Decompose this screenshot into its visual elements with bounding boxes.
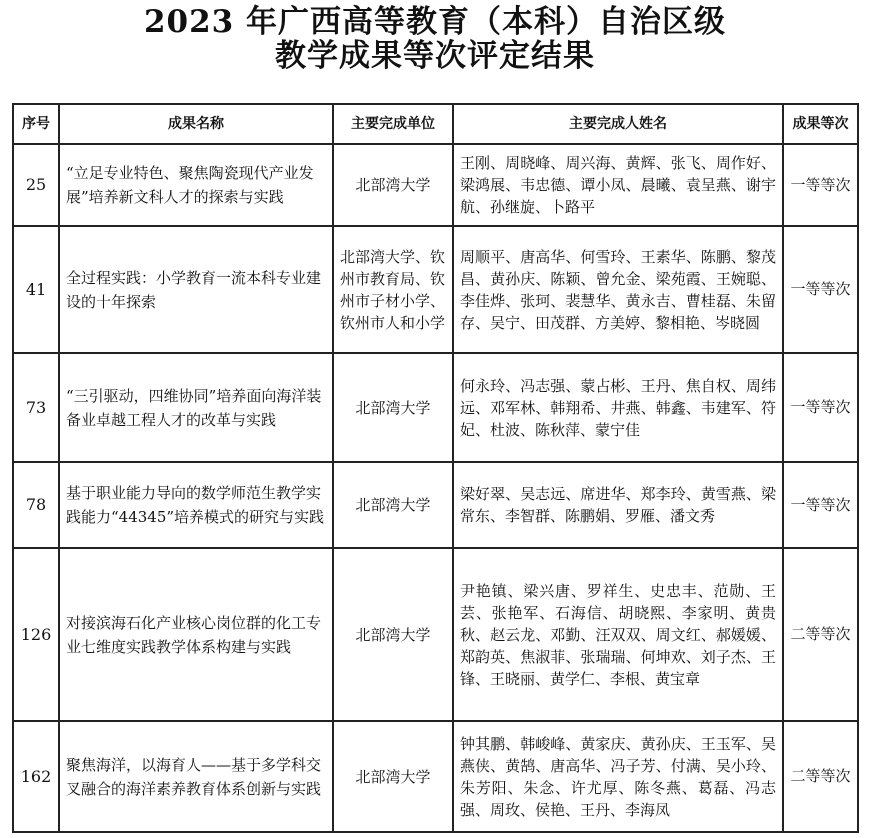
page-title-line-1: 2023 年广西高等教育（本科）自治区级	[143, 4, 727, 40]
row-name: 全过程实践：小学教育一流本科专业建设的十年探索	[59, 226, 333, 353]
header-unit: 主要完成单位	[333, 104, 453, 144]
table-row	[13, 721, 858, 832]
row-name: “三引驱动，四维协同”培养面向海洋装备业卓越工程人才的改革与实践	[59, 353, 333, 462]
row-name: 聚焦海洋，以海育人——基于多学科交叉融合的海洋素养教育体系创新与实践	[59, 721, 333, 832]
row-grade: 二等等次	[783, 548, 858, 721]
row-no: 25	[13, 144, 59, 226]
row-unit: 北部湾大学	[333, 353, 453, 462]
header-people: 主要完成人姓名	[453, 104, 783, 144]
table-row	[13, 144, 858, 226]
row-grade: 一等等次	[783, 144, 858, 226]
row-unit: 北部湾大学	[333, 144, 453, 226]
row-unit: 北部湾大学、钦州市教育局、钦州市子材小学、钦州市人和小学	[333, 226, 453, 353]
row-grade: 一等等次	[783, 462, 858, 548]
results-table	[12, 103, 859, 833]
row-people: 周顺平、唐高华、何雪玲、王素华、陈鹏、黎茂昌、黄孙庆、陈颖、曾允金、梁苑霞、王婉聪、李佳烨、张珂、裴慧华、黄永吉、曹桂磊、朱留存、吴宁、田茂群、方美婷、黎相艳、岑晓圆	[453, 226, 783, 353]
row-people: 钟其鹏、韩峻峰、黄家庆、黄孙庆、王玉军、吴燕侠、黄鹄、唐高华、冯子芳、付满、吴小玲、朱芳阳、朱念、许尤厚、陈冬燕、葛磊、冯志强、周玫、侯艳、王丹、李海凤	[453, 721, 783, 832]
row-grade: 一等等次	[783, 353, 858, 462]
table-row	[13, 353, 858, 462]
row-grade: 二等等次	[783, 721, 858, 832]
row-no: 162	[13, 721, 59, 832]
row-no: 78	[13, 462, 59, 548]
row-unit: 北部湾大学	[333, 548, 453, 721]
header-grade: 成果等次	[783, 104, 858, 144]
row-unit: 北部湾大学	[333, 721, 453, 832]
row-people: 尹艳镇、梁兴唐、罗祥生、史忠丰、范勋、王芸、张艳军、石海信、胡晓熙、李家明、黄贵秋、赵云龙、邓勤、汪双双、周文红、郝媛媛、郑韵英、焦淑菲、张瑞瑞、何坤欢、刘子杰、王锋、王晓丽、黄学仁、李根、黄宝章	[453, 548, 783, 721]
row-people: 王刚、周晓峰、周兴海、黄辉、张飞、周作好、梁鸿展、韦忠德、谭小凤、晨曦、袁呈燕、谢宇航、孙继旋、卜路平	[453, 144, 783, 226]
row-no: 126	[13, 548, 59, 721]
table-row	[13, 462, 858, 548]
row-people: 梁好翠、吴志远、席进华、郑李玲、黄雪燕、梁常东、李智群、陈鹏娟、罗雁、潘文秀	[453, 462, 783, 548]
table-row	[13, 548, 858, 721]
row-name: 基于职业能力导向的数学师范生教学实践能力“44345”培养模式的研究与实践	[59, 462, 333, 548]
page-title-line-2: 教学成果等次评定结果	[275, 38, 595, 74]
header-no: 序号	[13, 104, 59, 144]
row-no: 41	[13, 226, 59, 353]
row-grade: 一等等次	[783, 226, 858, 353]
row-people: 何永玲、冯志强、蒙占彬、王丹、焦自权、周纬远、邓军林、韩翔希、井燕、韩鑫、韦建军、符妃、杜波、陈秋萍、蒙宁佳	[453, 353, 783, 462]
row-no: 73	[13, 353, 59, 462]
table-header-row	[13, 104, 858, 144]
row-name: “立足专业特色、聚焦陶瓷现代产业发展”培养新文科人才的探索与实践	[59, 144, 333, 226]
row-name: 对接滨海石化产业核心岗位群的化工专业七维度实践教学体系构建与实践	[59, 548, 333, 721]
row-unit: 北部湾大学	[333, 462, 453, 548]
header-name: 成果名称	[59, 104, 333, 144]
table-row	[13, 226, 858, 353]
